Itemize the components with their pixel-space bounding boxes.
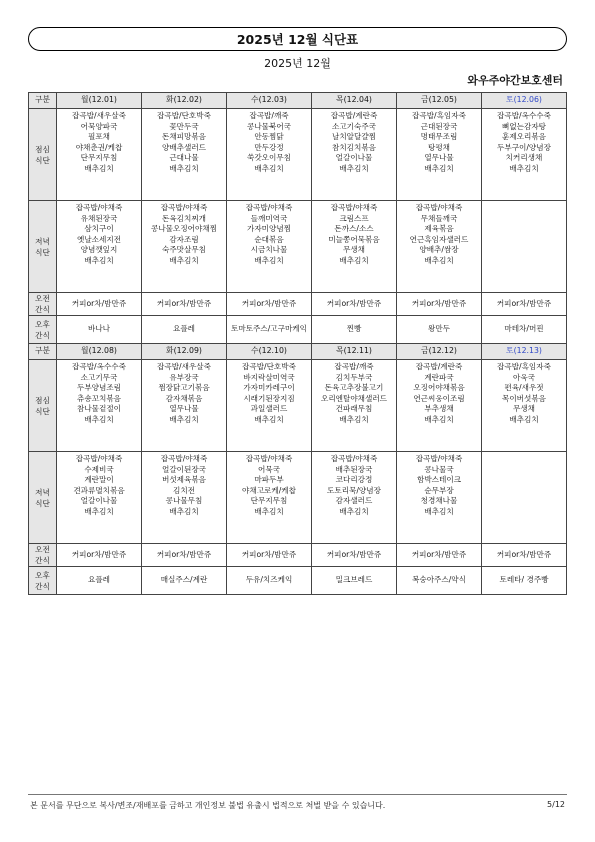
am-snack-cell: 커피or차/밤만쥬	[482, 544, 567, 567]
am-snack-cell: 커피or차/밤만쥬	[227, 293, 312, 316]
am-snack-cell: 커피or차/밤만쥬	[482, 293, 567, 316]
menu-item: 소고기무국	[80, 372, 118, 382]
lunch-cell	[227, 360, 312, 452]
menu-item: 야채춘권/케찹	[75, 142, 123, 152]
dinner-row	[29, 452, 567, 544]
dinner-cell	[142, 452, 227, 544]
menu-item: 순무부장	[424, 485, 454, 495]
menu-item: 함박스테이크	[416, 475, 461, 485]
menu-item: 참나물겉절이	[76, 404, 121, 414]
dinner-cell	[397, 201, 482, 293]
pm-snack-cell: 토마토주스/고구마케익	[227, 316, 312, 344]
day-header: 수(12.03)	[227, 93, 312, 109]
menu-item: 가자미카레구이	[243, 383, 295, 393]
menu-item: 잡곡밥/야채죽	[330, 203, 378, 212]
day-header: 월(12.01)	[57, 93, 142, 109]
dinner-cell	[397, 452, 482, 544]
menu-item: 과일샐러드	[250, 404, 288, 414]
menu-item: 어묵국	[257, 464, 280, 474]
day-header: 토(12.13)	[482, 344, 567, 360]
menu-item: 근대나물	[169, 153, 199, 163]
menu-item: 감자조림	[169, 234, 199, 244]
pm-snack-cell: 마테차/머핀	[482, 316, 567, 344]
pm-snack-cell: 바나나	[57, 316, 142, 344]
menu-item: 잡곡밥/야채죽	[75, 454, 123, 463]
row-label-lunch: 점심 식단	[29, 360, 57, 452]
menu-item: 어묵양파국	[80, 121, 118, 131]
menu-item: 콩나물오징어야채찜	[150, 224, 218, 234]
am-snack-cell: 커피or차/밤만쥬	[142, 544, 227, 567]
menu-item: 츄숑꼬치볶음	[76, 393, 121, 403]
menu-item: 배추김치	[424, 255, 454, 265]
menu-item: 단무지무침	[250, 496, 288, 506]
menu-item: 잡곡밥/흑임자죽	[412, 111, 466, 120]
menu-item: 배추김치	[424, 506, 454, 516]
am-snack-cell: 커피or차/밤만쥬	[57, 544, 142, 567]
menu-item: 수제비국	[84, 464, 114, 474]
row-label-dinner: 저녁 식단	[29, 201, 57, 293]
menu-item: 잡곡밥/단호박죽	[242, 362, 296, 371]
menu-item: 배추김치	[339, 506, 369, 516]
row-label-pm-snack: 오후 간식	[29, 316, 57, 344]
menu-item: 잡곡밥/깨죽	[334, 362, 374, 371]
menu-item: 잡곡밥/새우살죽	[157, 362, 211, 371]
dinner-cell	[227, 452, 312, 544]
lunch-cell	[312, 109, 397, 201]
pm-snack-row	[29, 567, 567, 595]
pm-snack-cell: 찐빵	[312, 316, 397, 344]
menu-item: 무생채	[342, 245, 365, 255]
menu-item: 근대된장국	[420, 121, 458, 131]
am-snack-cell: 커피or차/밤만쥬	[312, 544, 397, 567]
row-label-pm-snack: 오후 간식	[29, 567, 57, 595]
menu-item: 배추김치	[339, 255, 369, 265]
lunch-cell	[482, 109, 567, 201]
menu-item: 배추김치	[339, 414, 369, 424]
page-subtitle: 2025년 12월	[264, 57, 331, 70]
pm-snack-cell: 밀크브레드	[312, 567, 397, 595]
menu-item: 크림스프	[339, 213, 369, 223]
menu-item: 잡곡밥/계란죽	[330, 111, 378, 120]
pm-snack-cell: 토레타/ 경주빵	[482, 567, 567, 595]
menu-item: 날치알달걀찜	[331, 132, 376, 142]
menu-item: 잡곡밥/옥수수죽	[497, 111, 551, 120]
row-label-lunch: 점심 식단	[29, 109, 57, 201]
menu-item: 배추김치	[84, 414, 114, 424]
menu-item: 단무지무침	[80, 153, 118, 163]
menu-item: 잡곡밥/야채죽	[245, 454, 293, 463]
am-snack-cell: 커피or차/밤만쥬	[142, 293, 227, 316]
menu-item: 마파두부	[254, 475, 284, 485]
menu-item: 목이버섯볶음	[501, 393, 546, 403]
menu-item: 돈까스/소스	[334, 224, 374, 234]
menu-item: 도토리묵/양념장	[327, 485, 381, 495]
menu-item: 배추김치	[84, 506, 114, 516]
menu-item: 양념깻잎지	[80, 245, 118, 255]
menu-item: 잡곡밥/야채죽	[160, 454, 208, 463]
menu-item: 두부양념조림	[76, 383, 121, 393]
page-title: 2025년 12월 식단표	[236, 32, 359, 47]
menu-item: 배추김치	[254, 163, 284, 173]
day-header: 월(12.08)	[57, 344, 142, 360]
menu-item: 감자샐러드	[335, 496, 373, 506]
menu-item: 미늘쫑어묵볶음	[328, 234, 380, 244]
page-number: 5/12	[547, 800, 565, 809]
menu-item: 두부구이/양념장	[497, 142, 551, 152]
menu-item: 유채된장국	[80, 213, 118, 223]
organization-name: 와우주야간보호센터	[467, 74, 563, 87]
lunch-cell	[397, 109, 482, 201]
menu-item: 삼치구이	[84, 224, 114, 234]
menu-item: 연근씨웅이조림	[413, 393, 465, 403]
day-header: 화(12.09)	[142, 344, 227, 360]
pm-snack-cell: 두유/치즈케익	[227, 567, 312, 595]
menu-item: 돈육김치찌개	[161, 213, 206, 223]
menu-item: 쑥갓오이무침	[246, 153, 291, 163]
menu-item: 양배추/쌈장	[419, 245, 459, 255]
menu-item: 배추김치	[169, 163, 199, 173]
am-snack-row	[29, 544, 567, 567]
menu-item: 배추김치	[424, 414, 454, 424]
menu-item: 잡곡밥/야채죽	[160, 203, 208, 212]
menu-item: 아욱국	[512, 372, 535, 382]
footer-divider	[28, 794, 567, 795]
category-header: 구분	[29, 93, 57, 109]
lunch-row	[29, 360, 567, 452]
menu-item: 배추김치	[169, 414, 199, 424]
day-header: 화(12.02)	[142, 93, 227, 109]
pm-snack-row	[29, 316, 567, 344]
menu-item: 배추김치	[339, 163, 369, 173]
dinner-cell	[142, 201, 227, 293]
menu-item: 바지락살미역국	[243, 372, 295, 382]
am-snack-row	[29, 293, 567, 316]
menu-item: 잡곡밥/야채죽	[75, 203, 123, 212]
menu-item: 잡곡밥/야채죽	[415, 454, 463, 463]
menu-item: 가자미양념찜	[246, 224, 291, 234]
menu-item: 콩나물무침	[165, 496, 203, 506]
menu-item: 안동찜닭	[254, 132, 284, 142]
menu-item: 배추김치	[509, 163, 539, 173]
menu-item: 배추김치	[254, 255, 284, 265]
menu-item: 얼갈이나물	[335, 153, 373, 163]
menu-item: 옛날소세지전	[76, 234, 121, 244]
lunch-cell	[57, 360, 142, 452]
dinner-cell	[482, 201, 567, 293]
lunch-cell	[397, 360, 482, 452]
menu-item: 훈제오리볶음	[501, 132, 546, 142]
menu-item: 순대볶음	[254, 234, 284, 244]
menu-item: 배추김치	[509, 414, 539, 424]
menu-item: 탕평채	[427, 142, 450, 152]
dinner-cell	[57, 452, 142, 544]
menu-item: 돈육고추장불고기	[324, 383, 384, 393]
day-header: 금(12.12)	[397, 344, 482, 360]
am-snack-cell: 커피or차/밤만쥬	[397, 544, 482, 567]
menu-item: 연근흑임자샐러드	[409, 234, 469, 244]
menu-item: 명태무조림	[420, 132, 458, 142]
menu-item: 유부장국	[169, 372, 199, 382]
menu-item: 견과류멸치볶음	[73, 485, 125, 495]
menu-item: 잡곡밥/야채죽	[415, 203, 463, 212]
lunch-cell	[142, 360, 227, 452]
menu-item: 얼갈이된장국	[161, 464, 206, 474]
pm-snack-cell: 요플레	[142, 316, 227, 344]
menu-item: 야채고로케/케찹	[242, 485, 296, 495]
menu-item: 버섯제육볶음	[161, 475, 206, 485]
row-label-am-snack: 오전 간식	[29, 544, 57, 567]
dinner-row	[29, 201, 567, 293]
menu-item: 얼갈이나물	[80, 496, 118, 506]
menu-item: 잡곡밥/야채죽	[330, 454, 378, 463]
menu-item: 콩나물북어국	[246, 121, 291, 131]
menu-item: 배추김치	[424, 163, 454, 173]
am-snack-cell: 커피or차/밤만쥬	[397, 293, 482, 316]
menu-item: 뼈없는감자탕	[501, 121, 546, 131]
am-snack-cell: 커피or차/밤만쥬	[312, 293, 397, 316]
menu-item: 잡곡밥/흑임자죽	[497, 362, 551, 371]
dinner-cell	[482, 452, 567, 544]
menu-item: 시래기된장지짐	[243, 393, 295, 403]
menu-item: 잡곡밥/깨죽	[249, 111, 289, 120]
day-header: 목(12.04)	[312, 93, 397, 109]
menu-item: 제육볶음	[424, 224, 454, 234]
menu-item: 양배추샐러드	[161, 142, 206, 152]
menu-item: 필포채	[87, 132, 110, 142]
am-snack-cell: 커피or차/밤만쥬	[57, 293, 142, 316]
menu-item: 참치김치볶음	[331, 142, 376, 152]
menu-item: 계란파국	[424, 372, 454, 382]
dinner-cell	[312, 201, 397, 293]
menu-item: 오징어야채볶음	[413, 383, 465, 393]
menu-table	[28, 92, 567, 595]
am-snack-cell: 커피or차/밤만쥬	[227, 544, 312, 567]
menu-item: 소고기숙주국	[331, 121, 376, 131]
menu-item: 쩜장닭고기볶음	[158, 383, 210, 393]
menu-item: 김치전	[172, 485, 195, 495]
pm-snack-cell: 복숭아주스/약식	[397, 567, 482, 595]
lunch-cell	[142, 109, 227, 201]
menu-item: 배추된장국	[335, 464, 373, 474]
menu-item: 콩나물국	[424, 464, 454, 474]
lunch-cell	[227, 109, 312, 201]
page-title-box	[28, 27, 567, 51]
lunch-cell	[312, 360, 397, 452]
menu-item: 감자채볶음	[165, 393, 203, 403]
menu-item: 만두강정	[254, 142, 284, 152]
dinner-cell	[312, 452, 397, 544]
menu-item: 숙주맛살무침	[161, 245, 206, 255]
menu-item: 배추김치	[169, 506, 199, 516]
day-header: 금(12.05)	[397, 93, 482, 109]
pm-snack-cell: 왕만두	[397, 316, 482, 344]
menu-item: 청경채나물	[420, 496, 458, 506]
menu-item: 꽃만두국	[169, 121, 199, 131]
menu-item: 잡곡밥/옥수수죽	[72, 362, 126, 371]
menu-item: 배추김치	[84, 255, 114, 265]
row-label-dinner: 저녁 식단	[29, 452, 57, 544]
menu-item: 배추김치	[169, 255, 199, 265]
lunch-cell	[482, 360, 567, 452]
menu-item: 부추생채	[424, 404, 454, 414]
dinner-cell	[57, 201, 142, 293]
week-header-row	[29, 93, 567, 109]
day-header: 목(12.11)	[312, 344, 397, 360]
footer-notice: 본 문서를 무단으로 복사/변조/재배포를 금하고 개인정보 불법 유출시 법적으로 처벌 받을 수 있습니다.	[30, 801, 386, 810]
week-header-row	[29, 344, 567, 360]
lunch-cell	[57, 109, 142, 201]
menu-item: 치커리생채	[505, 153, 543, 163]
menu-item: 배추김치	[254, 414, 284, 424]
day-header: 토(12.06)	[482, 93, 567, 109]
menu-item: 시금치나물	[250, 245, 288, 255]
menu-item: 무채들깨국	[420, 213, 458, 223]
row-label-am-snack: 오전 간식	[29, 293, 57, 316]
pm-snack-cell: 요플레	[57, 567, 142, 595]
menu-item: 들깨미역국	[250, 213, 288, 223]
menu-item: 편육/새우젓	[504, 383, 544, 393]
dinner-cell	[227, 201, 312, 293]
menu-item: 건파래무침	[335, 404, 373, 414]
menu-item: 계란말이	[84, 475, 114, 485]
menu-item: 김치두부국	[335, 372, 373, 382]
menu-item: 오리엔탈야채샐러드	[320, 393, 388, 403]
pm-snack-cell: 매실주스/계란	[142, 567, 227, 595]
menu-item: 열무나물	[424, 153, 454, 163]
menu-item: 잡곡밥/야채죽	[245, 203, 293, 212]
day-header: 수(12.10)	[227, 344, 312, 360]
menu-item: 잡곡밥/단호박죽	[157, 111, 211, 120]
menu-item: 열무나물	[169, 404, 199, 414]
menu-item: 코다리강정	[335, 475, 373, 485]
menu-item: 돈채피망볶음	[161, 132, 206, 142]
menu-item: 잡곡밥/새우살죽	[72, 111, 126, 120]
menu-item: 배추김치	[84, 163, 114, 173]
menu-item: 잡곡밥/계란죽	[415, 362, 463, 371]
menu-item: 무생채	[512, 404, 535, 414]
lunch-row	[29, 109, 567, 201]
category-header: 구분	[29, 344, 57, 360]
menu-item: 배추김치	[254, 506, 284, 516]
